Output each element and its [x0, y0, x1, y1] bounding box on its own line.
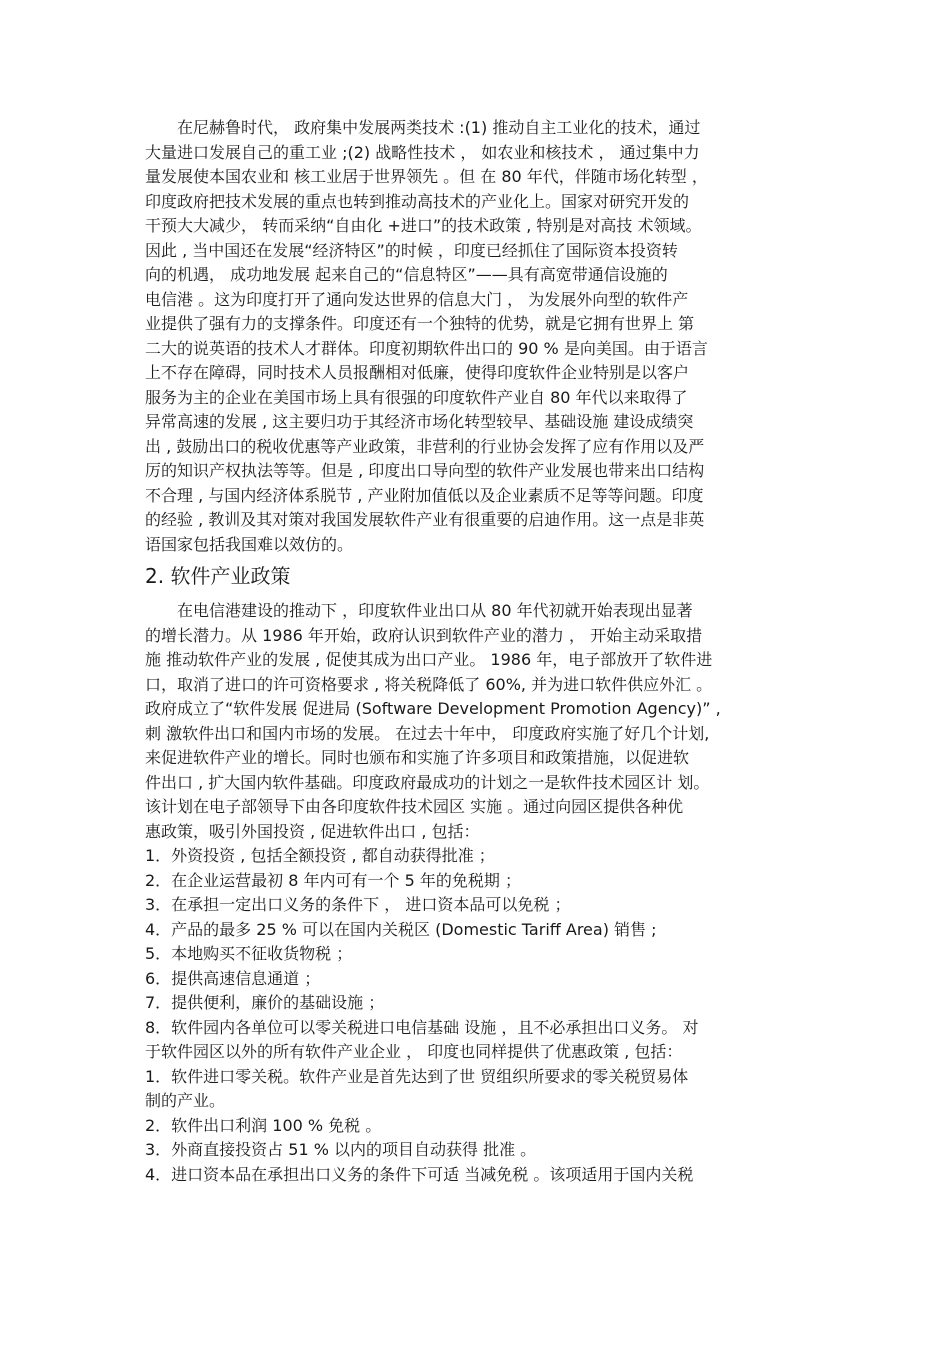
list-item: 6．提供高速信息通道 ； [145, 968, 321, 988]
list-industry-policies [145, 1065, 810, 1188]
text-line: 量发展使本国农业和 核工业居于世界领先 。但 在 80 年代，伴随市场化转型 ， [145, 167, 708, 186]
text-line: 的经验 , 教训及其对策对我国发展软件产业有很重要的启迪作用。这一点是非英 [145, 510, 705, 529]
list-park-policies [145, 844, 810, 1065]
text-line: 来促进软件产业的增长。同时也颁布和实施了许多项目和政策措施，以促进软 [145, 748, 690, 767]
list-item: 4．进口资本品在承担出口义务的条件下可适 当减免税 。该项适用于国内关税 [145, 1164, 694, 1184]
text-line: 干预大大减少， 转而采纳“自由化 +进口”的技术政策 , 特别是对高技 术领域。 [145, 216, 702, 235]
text-line: 因此 , 当中国还在发展“经济特区”的时候 ，印度已经抓住了国际资本投资转 [145, 240, 678, 260]
list-item: 7．提供便利，廉价的基础设施 ； [145, 993, 385, 1012]
list-item: 2．在企业运营最初 8 年内可有一个 5 年的免税期 ； [145, 870, 521, 890]
text-line: 口，取消了进口的许可资格要求 , 将关税降低了 60%, 并为进口软件供应外汇 。 [145, 674, 713, 694]
text-line: 在电信港建设的推动下 ，印度软件业出口从 80 年代初就开始表现出显著 [145, 601, 693, 620]
document-page [145, 116, 810, 1187]
text-line: 该计划在电子部领导下由各印度软件技术园区 实施 。通过向园区提供各种优 [145, 797, 684, 816]
list-item: 1．软件进口零关税。软件产业是首先达到了世 贸组织所要求的零关税贸易体 [145, 1066, 689, 1086]
text-line: 语国家包括我国难以效仿的。 [145, 534, 354, 554]
list-item: 制的产业。 [145, 1091, 226, 1110]
text-line: 政府成立了“软件发展 促进局 (Software Development Promotion Agency)” , [145, 699, 721, 718]
text-line: 电信港 。这为印度打开了通向发达世界的信息大门 ， 为发展外向型的软件产 [145, 289, 689, 309]
list-item: 1．外资投资 , 包括全额投资 , 都自动获得批准 ； [145, 846, 495, 865]
text-line: 件出口 , 扩大国内软件基础。印度政府最成功的计划之一是软件技术园区计 划。 [145, 772, 710, 792]
list-item: 8．软件园内各单位可以零关税进口电信基础 设施 ，且不必承担出口义务。 对 [145, 1017, 699, 1037]
text-line: 二大的说英语的技术人才群体。印度初期软件出口的 90 % 是向美国。由于语言 [145, 338, 708, 358]
text-line: 不合理 , 与国内经济体系脱节 , 产业附加值低以及企业素质不足等等问题。印度 [145, 485, 704, 505]
list-item: 3．在承担一定出口义务的条件下 ， 进口资本品可以免税 ； [145, 895, 571, 914]
text-line: 异常高速的发展 , 这主要归功于其经济市场化转型较早、基础设施 建设成绩突 [145, 412, 694, 431]
text-line: 出 , 鼓励出口的税收优惠等产业政策，非营利的行业协会发挥了应有作用以及严 [145, 436, 705, 456]
text-line: 施 推动软件产业的发展 , 促使其成为出口产业。 1986 年，电子部放开了软件进 [145, 650, 713, 669]
text-line: 印度政府把技术发展的重点也转到推动高技术的产业化上。国家对研究开发的 [145, 191, 690, 211]
text-line: 向的机遇， 成功地发展 起来自己的“信息特区”——具有高宽带通信设施的 [145, 265, 668, 284]
text-line: 的增长潜力。从 1986 年开始，政府认识到软件产业的潜力 ， 开始主动采取措 [145, 625, 703, 645]
section-heading: 2. 软件产业政策 [145, 564, 291, 588]
text-line: 惠政策，吸引外国投资 , 促进软件出口 , 包括： [145, 821, 480, 841]
text-line: 在尼赫鲁时代， 政府集中发展两类技术 :(1) 推动自主工业化的技术，通过 [145, 118, 701, 137]
text-line: 上不存在障碍，同时技术人员报酬相对低廉，使得印度软件企业特别是以客户 [145, 363, 690, 382]
text-line: 厉的知识产权执法等等。但是 , 印度出口导向型的软件产业发展也带来出口结构 [145, 461, 705, 480]
list-item: 2．软件出口利润 100 % 免税 。 [145, 1115, 382, 1135]
text-line: 服务为主的企业在美国市场上具有很强的印度软件产业自 80 年代以来取得了 [145, 387, 688, 407]
text-line: 刺 激软件出口和国内市场的发展。 在过去十年中， 印度政府实施了好几个计划, [145, 723, 710, 743]
list-item: 4．产品的最多 25 % 可以在国内关税区 (Domestic Tariff Area) 销售 ; [145, 919, 657, 939]
list-item: 5．本地购买不征收货物税 ； [145, 944, 353, 963]
list-item: 于软件园区以外的所有软件产业企业 ， 印度也同样提供了优惠政策 , 包括： [145, 1042, 683, 1061]
paragraph-software-policy [145, 599, 810, 844]
list-item: 3．外商直接投资占 51 % 以内的项目自动获得 批准 。 [145, 1140, 537, 1159]
text-line: 大量进口发展自己的重工业 ;(2) 战略性技术 ， 如农业和核技术 ， 通过集中力 [145, 142, 700, 162]
paragraph-india-tech-history [145, 116, 810, 557]
text-line: 业提供了强有力的支撑条件。印度还有一个独特的优势，就是它拥有世界上 第 [145, 314, 695, 333]
